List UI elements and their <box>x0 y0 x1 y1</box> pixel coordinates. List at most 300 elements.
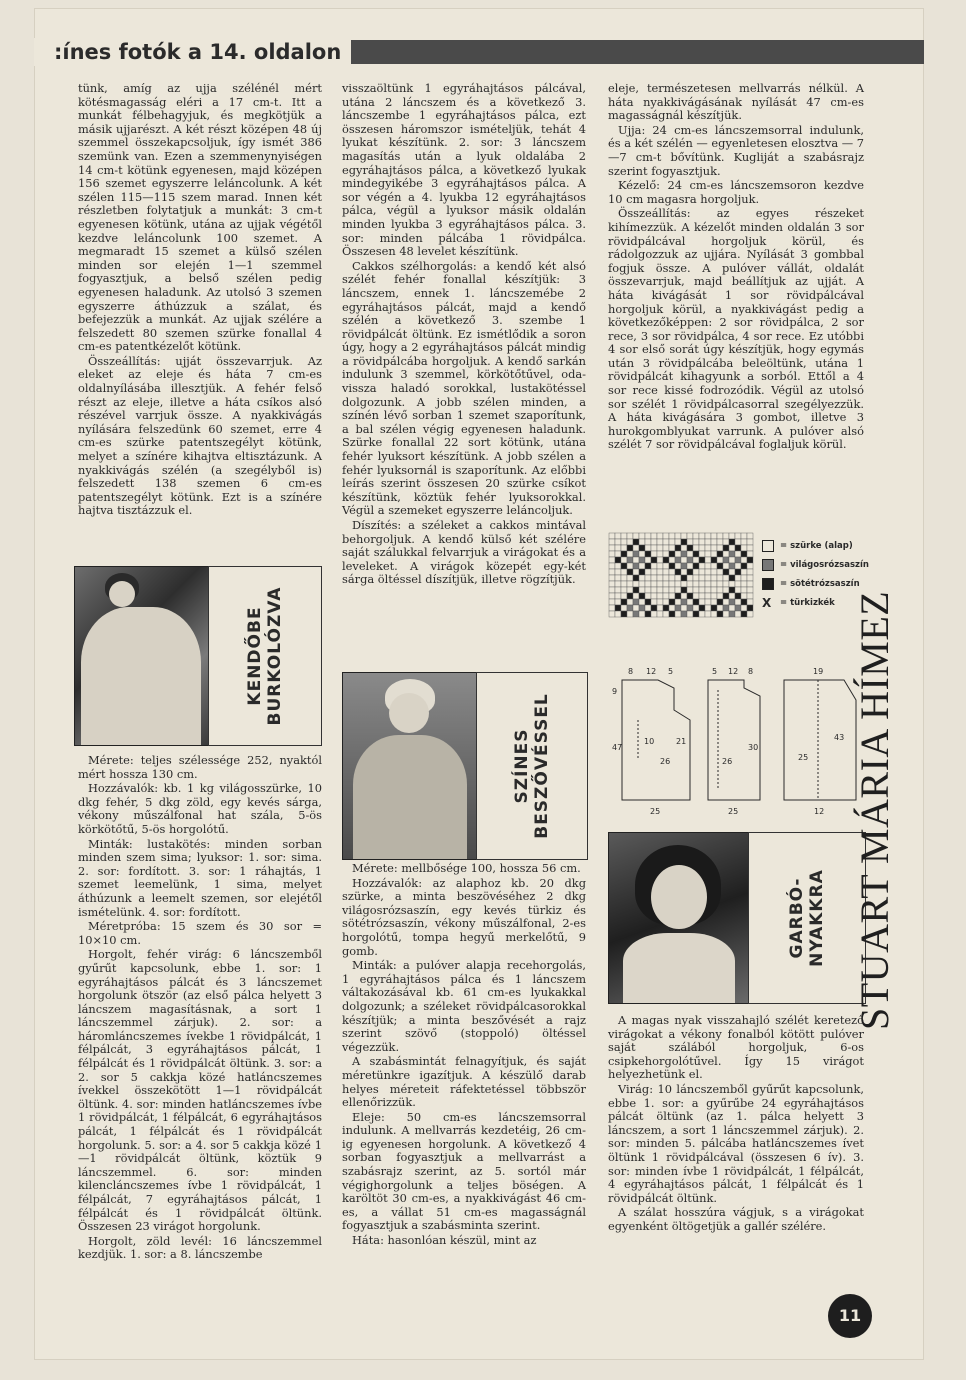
grid-cell <box>717 563 723 569</box>
grid-cell <box>681 611 687 617</box>
grid-cell <box>747 593 753 599</box>
grid-cell <box>669 599 675 605</box>
grid-cell <box>651 551 657 557</box>
grid-cell <box>699 587 705 593</box>
grid-cell <box>729 611 735 617</box>
grid-cell <box>639 575 645 581</box>
grid-cell <box>627 575 633 581</box>
grid-cell <box>705 563 711 569</box>
grid-cell <box>729 587 735 593</box>
grid-cell <box>687 545 693 551</box>
grid-cell <box>621 611 627 617</box>
grid-cell <box>735 569 741 575</box>
pattern-number: 12 <box>728 667 739 676</box>
grid-cell <box>747 587 753 593</box>
grid-cell <box>675 593 681 599</box>
grid-cell <box>729 539 735 545</box>
grid-cell <box>723 605 729 611</box>
grid-cell <box>729 533 735 539</box>
grid-cell <box>675 539 681 545</box>
grid-cell <box>675 551 681 557</box>
grid-cell <box>705 551 711 557</box>
grid-cell <box>699 557 705 563</box>
grid-cell <box>645 557 651 563</box>
grid-cell <box>681 545 687 551</box>
grid-cell <box>663 605 669 611</box>
grid-cell <box>621 545 627 551</box>
grid-cell <box>711 575 717 581</box>
grid-cell <box>615 539 621 545</box>
pattern-number: 26 <box>722 757 733 766</box>
paragraph: tünk, amíg az ujja szélénél mért kötésmagasság eléri a 17 cm-t. Itt a munkát félbehagyjuk, és megkötjük a másik ujjarészt. A két részt középen 48 új szemmel összekapcsoljuk, így ismét 386 szemünk van. Ezen a szemmenynyiségen 14 cm-t kötünk egyenesen, majd középen 156 szemet egyszerre leláncolunk. A két szélen 115—115 szem marad. Innen két részletben folytatjuk a munkát: 3 cm-t egyenesen kötünk, utána az ujjak végétől kezdve leláncolunk 100 szemet. A megmaradt 15 szemet a külső szélen minden sor elején 1—1 szemmel fogyasztjuk, a belső szélen pedig egyenesen haladunk. Az utolsó 3 szemen egyszerre áthúzzuk a szálat, és befejezzük a munkát. Az ujjak szélére a felszedett 80 szemen szürke fonallal 4 cm-es patentkézelőt kötünk. <box>78 81 322 354</box>
photo-label-kendo: KENDŐBE BURKOLÓZVA <box>245 586 285 726</box>
page-header-title: :ínes fotók a 14. oldalon <box>34 38 351 66</box>
grid-cell <box>741 605 747 611</box>
grid-cell <box>723 569 729 575</box>
grid-cell <box>711 569 717 575</box>
paragraph: Cakkos szélhorgolás: a kendő két alsó szélét fehér fonallal készítjük: 3 láncszem, ennek 1. láncszemébe 2 egyráhajtásos pálcát, majd a kendő szélén a következő 3. szembe 1 rövidpálcát öltünk. Ez ismétlődik a soron úgy, hogy a 2 egyráhajtásos pálcát mindig a rövidpálcába horgoljuk. A kendő sarkán indulunk 3 szemmel, körkötőtűvel, oda-vissza haladó sorokkal, lustakötéssel dolgozunk. A jobb szélen minden, a színén lévő sorban 1 szemet szaporítunk, a bal szélen végig egyenesen haladunk. Szürke fonallal 22 sort kötünk, utána fehér lyuksort készítünk. A jobb szélen a fehér lyuksornál is szaporítunk. Az előbbi leírás szerint összesen 20 szürke csíkot készítünk, köztük fehér lyuksorokkal. Végül a szemeket egyszerre leláncoljuk. <box>342 258 586 518</box>
grid-cell <box>615 581 621 587</box>
grid-cell <box>663 581 669 587</box>
grid-cell <box>609 551 615 557</box>
grid-cell <box>633 599 639 605</box>
grid-cell <box>633 587 639 593</box>
grid-cell <box>609 557 615 563</box>
grid-cell <box>681 557 687 563</box>
pattern-number: 25 <box>798 753 809 762</box>
grid-cell <box>651 569 657 575</box>
grid-cell <box>609 563 615 569</box>
grid-cell <box>717 545 723 551</box>
grid-cell <box>735 587 741 593</box>
grid-cell <box>627 539 633 545</box>
grid-cell <box>735 593 741 599</box>
paragraph: Összeállítás: ujját összevarrjuk. Az eleket az eleje és háta 7 cm-es oldalnyílásába illesztjük. A fehér felső részt az eleje, illetve a háta csíkos alsó részével varrjuk össze. A nyakkivágás nyílására felszedünk 60 szemet, erre 4 cm-es szürke patentszegélyt kötünk, melyet a színére kihajtva eltisztázunk. A nyakkivágás szélén (a szegélyből is) felszedett 138 szemen 6 cm-es patentszegélyt kötünk. Ezt is a színére hajtva tisztázzuk el. <box>78 353 322 518</box>
grid-cell <box>729 605 735 611</box>
grid-cell <box>693 563 699 569</box>
grid-cell <box>645 539 651 545</box>
grid-cell <box>717 533 723 539</box>
grid-cell <box>735 533 741 539</box>
grid-cell <box>669 611 675 617</box>
grid-cell <box>639 569 645 575</box>
grid-cell <box>693 611 699 617</box>
grid-cell <box>639 539 645 545</box>
grid-cell <box>663 539 669 545</box>
pattern-number: 5 <box>712 667 718 676</box>
grid-cell <box>615 557 621 563</box>
grid-cell <box>717 581 723 587</box>
paragraph: Mérete: mellbősége 100, hossza 56 cm. <box>352 861 581 875</box>
grid-cell <box>723 551 729 557</box>
pattern-number: 25 <box>728 807 739 816</box>
photo-label-garbo: GARBÓ- NYAKKRA <box>787 869 827 967</box>
column-3-bottom-text <box>608 1014 864 1300</box>
grid-cell <box>639 563 645 569</box>
grid-cell <box>669 575 675 581</box>
legend-item: = sötétrózsaszín <box>762 574 882 593</box>
grid-cell <box>657 605 663 611</box>
grid-cell <box>681 587 687 593</box>
grid-cell <box>723 587 729 593</box>
grid-cell <box>711 605 717 611</box>
grid-cell <box>741 539 747 545</box>
grid-cell <box>627 533 633 539</box>
grid-cell <box>687 539 693 545</box>
grid-cell <box>633 569 639 575</box>
grid-cell <box>693 545 699 551</box>
grid-cell <box>741 533 747 539</box>
grid-cell <box>615 611 621 617</box>
grid-cell <box>735 611 741 617</box>
grid-cell <box>693 569 699 575</box>
paragraph: Díszítés: a széleket a cakkos mintával behorgoljuk. A kendő külső két szélére saját szálukkal felvarrjuk a virágokat és a leveleket. A virágok közepét egy-két sárga öltéssel díszítjük, illetve rögzítjük. <box>342 518 586 587</box>
grid-cell <box>723 533 729 539</box>
grid-cell <box>693 551 699 557</box>
pattern-number: 8 <box>748 667 754 676</box>
grid-cell <box>699 533 705 539</box>
grid-cell <box>711 551 717 557</box>
grid-cell <box>747 539 753 545</box>
sewing-pattern <box>608 660 864 820</box>
grid-cell <box>747 581 753 587</box>
grid-cell <box>699 569 705 575</box>
paragraph: Ujja: 24 cm-es láncszemsorral indulunk, és a két szélén — egyenletesen elosztva — 7—7 cm-t bővítünk. Kugliját a szabásrajz szerint fogyasztjuk. <box>608 122 864 178</box>
grid-cell <box>639 611 645 617</box>
grid-cell <box>717 551 723 557</box>
grid-cell <box>717 611 723 617</box>
grid-cell <box>645 605 651 611</box>
legend-item: = világosrózsaszín <box>762 555 882 574</box>
grid-cell <box>741 587 747 593</box>
grid-cell <box>657 587 663 593</box>
grid-cell <box>627 587 633 593</box>
grid-cell <box>705 557 711 563</box>
grid-cell <box>633 611 639 617</box>
grid-cell <box>735 605 741 611</box>
grid-cell <box>621 599 627 605</box>
grid-cell <box>651 605 657 611</box>
grid-cell <box>669 593 675 599</box>
grid-cell <box>747 533 753 539</box>
grid-cell <box>675 563 681 569</box>
grid-cell <box>717 593 723 599</box>
grid-cell <box>639 545 645 551</box>
grid-cell <box>705 575 711 581</box>
grid-cell <box>741 545 747 551</box>
grid-cell <box>657 581 663 587</box>
grid-cell <box>609 605 615 611</box>
grid-cell <box>609 599 615 605</box>
back-piece <box>708 680 760 800</box>
grid-cell <box>705 599 711 605</box>
grid-cell <box>699 575 705 581</box>
grid-cell <box>741 611 747 617</box>
grid-cell <box>747 599 753 605</box>
grid-cell <box>687 581 693 587</box>
label-box-szines <box>476 672 588 860</box>
grid-cell <box>609 587 615 593</box>
grid-cell <box>627 611 633 617</box>
x-icon: X <box>762 595 772 610</box>
grid-cell <box>687 569 693 575</box>
pattern-number: 26 <box>660 757 671 766</box>
photo-szines <box>342 672 478 860</box>
grid-cell <box>609 569 615 575</box>
grid-cell <box>663 599 669 605</box>
grid-cell <box>633 581 639 587</box>
grid-cell <box>663 587 669 593</box>
grid-cell <box>615 587 621 593</box>
grid-cell <box>609 539 615 545</box>
grid-cell <box>675 611 681 617</box>
grid-cell <box>681 551 687 557</box>
grid-cell <box>711 587 717 593</box>
grid-cell <box>711 557 717 563</box>
grid-cell <box>729 575 735 581</box>
grid-cell <box>663 533 669 539</box>
paragraph: Mérete: teljes szélessége 252, nyaktól mért hossza 130 cm. <box>78 753 322 781</box>
grid-cell <box>747 605 753 611</box>
pattern-number: 12 <box>814 807 825 816</box>
paragraph: visszaöltünk 1 egyráhajtásos pálcával, utána 2 láncszem és a következő 3. láncszembe 1 egyráhajtásos pálca, ezt összesen háromszor ismételjük, tehát 4 lyukat készítünk. 2. sor: 3 láncszem magasítás után a lyuk oldalába 2 egyráhajtásos pálca, a következő lyukak mindegyikébe 3 egyráhajtásos pálca. A sor végén a 4. lyukba 12 egyráhajtásos pálca, végül a lyuksor másik oldalán minden lyukba 3 egyráhajtásos pálca. 3. sor: minden pálcába 1 rövidpálca. Összesen 48 levelet készítünk. <box>342 81 586 259</box>
grid-cell <box>651 581 657 587</box>
grid-cell <box>669 551 675 557</box>
grid-cell <box>747 563 753 569</box>
grid-cell <box>633 545 639 551</box>
grid-cell <box>705 569 711 575</box>
grid-cell <box>747 557 753 563</box>
grid-cell <box>657 539 663 545</box>
grid-cell <box>615 533 621 539</box>
grid-cell <box>729 593 735 599</box>
grid-cell <box>687 599 693 605</box>
grid-cell <box>729 557 735 563</box>
grid-cell <box>627 545 633 551</box>
side-title: STUART MÁRIA HÍMEZ <box>852 590 897 1030</box>
pattern-number: 8 <box>628 667 634 676</box>
grid-cell <box>699 563 705 569</box>
grid-cell <box>687 593 693 599</box>
grid-cell <box>681 605 687 611</box>
grid-cell <box>663 557 669 563</box>
grid-cell <box>627 563 633 569</box>
grid-cell <box>741 581 747 587</box>
grid-cell <box>693 575 699 581</box>
grid-cell <box>723 575 729 581</box>
grid-cell <box>633 563 639 569</box>
grid-cell <box>747 575 753 581</box>
grid-cell <box>675 569 681 575</box>
grid-cell <box>615 563 621 569</box>
paragraph: Eleje: 50 cm-es láncszemsorral indulunk. A mellvarrás kezdetéig, 26 cm-ig egyenesen horgolunk. A következő 4 sorban fogyasztjuk a mellvarrást a szabásrajz szerint, az 5. sortól már végighorgolunk a teljes böségen. A karöltöt 30 cm-es, a nyakkivágást 46 cm-es, a vállat 51 cm-es magasságnál fogyasztjuk a szabásminta szerint. <box>342 1109 586 1233</box>
grid-cell <box>645 551 651 557</box>
grid-cell <box>741 593 747 599</box>
grid-cell <box>699 605 705 611</box>
grid-cell <box>705 533 711 539</box>
grid-cell <box>645 533 651 539</box>
grid-cell <box>741 563 747 569</box>
legend-item: = szürke (alap) <box>762 536 882 555</box>
grid-cell <box>609 593 615 599</box>
legend-item: X = türkizkék <box>762 595 835 610</box>
grid-cell <box>663 569 669 575</box>
grid-cell <box>675 605 681 611</box>
grid-cell <box>639 599 645 605</box>
paragraph: Háta: hasonlóan készül, mint az <box>352 1233 537 1248</box>
grid-cell <box>639 581 645 587</box>
grid-cell <box>651 545 657 551</box>
grid-cell <box>651 593 657 599</box>
pattern-number: 43 <box>834 733 845 742</box>
pattern-number: 47 <box>612 743 623 752</box>
grid-cell <box>663 575 669 581</box>
grid-cell <box>627 605 633 611</box>
square-icon <box>762 540 774 552</box>
grid-cell <box>669 557 675 563</box>
grid-cell <box>675 599 681 605</box>
grid-cell <box>693 593 699 599</box>
grid-cell <box>681 569 687 575</box>
grid-cell <box>633 605 639 611</box>
grid-cell <box>705 593 711 599</box>
grid-cell <box>621 563 627 569</box>
grid-cell <box>687 611 693 617</box>
grid-cell <box>741 551 747 557</box>
grid-cell <box>639 557 645 563</box>
grid-cell <box>717 575 723 581</box>
grid-cell <box>681 593 687 599</box>
grid-cell <box>693 587 699 593</box>
grid-cell <box>609 575 615 581</box>
grid-cell <box>645 587 651 593</box>
grid-cell <box>651 557 657 563</box>
paragraph: Horgolt, zöld levél: 16 láncszemmel kezdjük. 1. sor: a 8. láncszembe <box>78 1233 322 1262</box>
grid-cell <box>729 545 735 551</box>
grid-cell <box>711 581 717 587</box>
grid-cell <box>669 539 675 545</box>
grid-cell <box>621 557 627 563</box>
paragraph: eleje, természetesen mellvarrás nélkül. A háta nyakkivágásának nyílását 47 cm-es magasságnál készítjük. <box>608 81 864 123</box>
grid-cell <box>669 587 675 593</box>
pattern-number: 5 <box>668 667 674 676</box>
grid-cell <box>729 563 735 569</box>
grid-cell <box>699 545 705 551</box>
grid-cell <box>717 539 723 545</box>
grid-cell <box>717 599 723 605</box>
grid-cell <box>699 581 705 587</box>
grid-cell <box>645 575 651 581</box>
grid-cell <box>741 575 747 581</box>
column-3-top-text <box>608 82 864 522</box>
grid-cell <box>615 599 621 605</box>
grid-cell <box>717 557 723 563</box>
grid-cell <box>711 599 717 605</box>
grid-cell <box>735 539 741 545</box>
grid-cell <box>639 605 645 611</box>
grid-cell <box>711 563 717 569</box>
paragraph: Minták: a pulóver alapja recehorgolás, 1 egyráhajtásos pálca és 1 láncszem váltakozásával kb. 61 cm-es lyukakkal dolgozunk; a széleket rövidpálcasorokkal készítjük; a minta beszővését a rajz szerint szövő (stoppoló) öltéssel végezzük. <box>342 958 586 1054</box>
column-1-top-text <box>78 82 322 554</box>
grid-cell <box>627 569 633 575</box>
grid-cell <box>669 605 675 611</box>
grid-cell <box>627 581 633 587</box>
pattern-number: 21 <box>676 737 687 746</box>
grid-cell <box>645 545 651 551</box>
grid-cell <box>657 563 663 569</box>
paragraph: Kézelő: 24 cm-es láncszemsoron kezdve 10 cm magasra horgoljuk. <box>608 178 864 206</box>
grid-cell <box>663 563 669 569</box>
grid-cell <box>633 593 639 599</box>
grid-cell <box>651 611 657 617</box>
grid-cell <box>693 539 699 545</box>
grid-cell <box>627 557 633 563</box>
grid-cell <box>681 539 687 545</box>
pattern-number: 10 <box>644 737 655 746</box>
pattern-number: 19 <box>813 667 824 676</box>
grid-cell <box>609 581 615 587</box>
grid-cell <box>669 563 675 569</box>
grid-cell <box>621 539 627 545</box>
grid-cell <box>699 611 705 617</box>
grid-cell <box>741 569 747 575</box>
column-2-top-text <box>342 82 586 668</box>
grid-cell <box>645 581 651 587</box>
grid-cell <box>657 551 663 557</box>
grid-cell <box>621 569 627 575</box>
grid-cell <box>651 587 657 593</box>
grid-cell <box>615 551 621 557</box>
grid-cell <box>705 539 711 545</box>
grid-cell <box>687 605 693 611</box>
paragraph: A szabásmintát felnagyítjuk, és saját méretünkre igazítjuk. A készülő darab helyes méreteit ráfektetéssel többször ellenőrizzük. <box>342 1054 586 1110</box>
grid-cell <box>675 575 681 581</box>
grid-cell <box>729 569 735 575</box>
grid-cell <box>723 593 729 599</box>
grid-cell <box>723 611 729 617</box>
paragraph: Virág: 10 láncszemből gyűrűt kapcsolunk, ebbe 1. sor: a gyűrűbe 24 egyráhajtásos pálcát öltünk (az 1. pálca helyett 3 láncszem, a sort 1 láncszemmel zárjuk). 2. sor: minden 5. pálcába hatláncszemes ívet öltünk 1 rövidpálcával (összesen 6 ív). 3. sor: minden ívbe 1 rövidpálcát, 1 félpálcát, 4 egyráhajtásos pálcát, 1 félpálcát és 1 rövidpálcát öltünk. <box>608 1081 864 1205</box>
square-icon <box>762 578 774 590</box>
grid-cell <box>717 605 723 611</box>
grid-cell <box>657 533 663 539</box>
grid-cell <box>639 593 645 599</box>
grid-cell <box>633 533 639 539</box>
grid-cell <box>645 599 651 605</box>
grid-cell <box>651 563 657 569</box>
grid-cell <box>735 581 741 587</box>
grid-cell <box>663 545 669 551</box>
grid-cell <box>621 593 627 599</box>
grid-cell <box>729 551 735 557</box>
grid-cell <box>621 575 627 581</box>
grid-cell <box>699 599 705 605</box>
grid-cell <box>705 611 711 617</box>
grid-cell <box>639 551 645 557</box>
grid-cell <box>633 575 639 581</box>
grid-cell <box>675 557 681 563</box>
photo-garbo <box>608 832 750 1004</box>
grid-cell <box>711 533 717 539</box>
grid-cell <box>621 605 627 611</box>
pattern-number: 25 <box>650 807 661 816</box>
grid-cell <box>717 587 723 593</box>
grid-cell <box>729 599 735 605</box>
grid-cell <box>723 545 729 551</box>
grid-cell <box>651 575 657 581</box>
grid-cell <box>681 563 687 569</box>
paragraph: Hozzávalók: kb. 1 kg világosszürke, 10 dkg fehér, 5 dkg zöld, egy kevés sárga, vékony műszálfonal hat szála, 5-ös körkötőtű, 5-ös horgolótű. <box>78 781 322 836</box>
grid-cell <box>735 551 741 557</box>
